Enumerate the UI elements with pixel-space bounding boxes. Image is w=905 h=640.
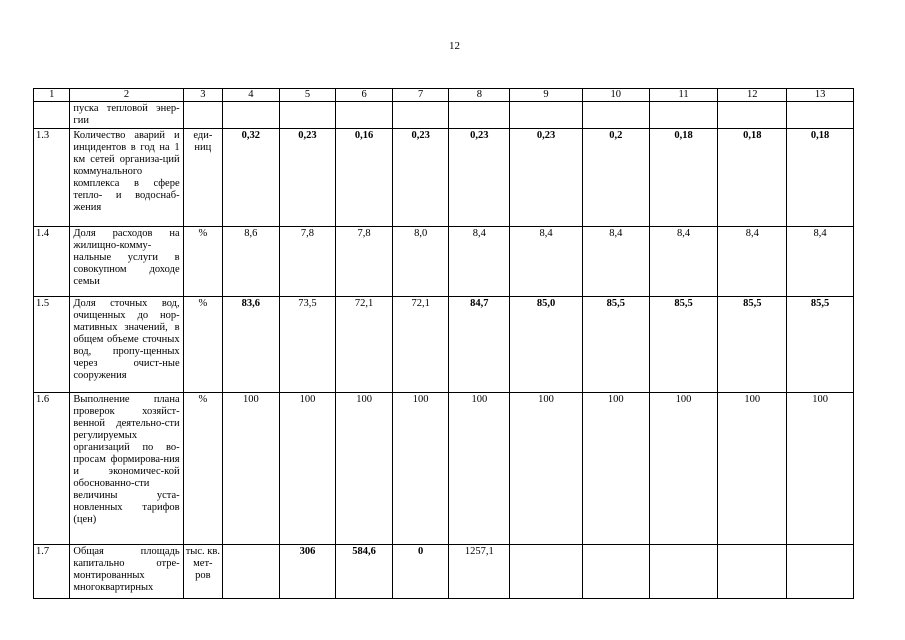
table-row	[34, 129, 854, 227]
value-cell: 100	[718, 393, 787, 545]
header-cell: 12	[718, 89, 787, 102]
value-cell	[510, 102, 583, 129]
row-number: 1.4	[34, 227, 70, 297]
header-cell: 8	[449, 89, 510, 102]
row-unit: еди-ниц	[183, 129, 222, 227]
row-unit: %	[183, 393, 222, 545]
value-cell: 85,5	[718, 297, 787, 393]
value-cell: 100	[392, 393, 449, 545]
row-unit: тыс. кв. мет-ров	[183, 545, 222, 599]
value-cell	[449, 102, 510, 129]
value-cell: 100	[449, 393, 510, 545]
value-cell: 100	[787, 393, 854, 545]
value-cell: 85,5	[582, 297, 649, 393]
value-cell	[582, 102, 649, 129]
value-cell: 0,18	[649, 129, 718, 227]
value-cell: 100	[582, 393, 649, 545]
value-cell: 0,23	[279, 129, 336, 227]
value-cell: 584,6	[336, 545, 393, 599]
row-description: Общая площадь капитально отре-монтированных многоквартирных	[70, 545, 183, 599]
row-unit: %	[183, 227, 222, 297]
value-cell	[718, 102, 787, 129]
table-row	[34, 545, 854, 599]
value-cell	[336, 102, 393, 129]
page-number: 12	[449, 40, 460, 52]
value-cell	[279, 102, 336, 129]
value-cell	[649, 102, 718, 129]
value-cell: 72,1	[336, 297, 393, 393]
value-cell: 100	[649, 393, 718, 545]
value-cell: 100	[510, 393, 583, 545]
row-description: Доля расходов на жилищно-комму-нальные услуги в совокупном доходе семьи	[70, 227, 183, 297]
value-cell	[223, 545, 280, 599]
header-cell: 1	[34, 89, 70, 102]
row-number	[34, 102, 70, 129]
table-row	[34, 297, 854, 393]
row-description: Доля сточных вод, очищенных до нор-мативных значений, в общем объеме сточных вод, пропу-щенных через очист-ные сооружения	[70, 297, 183, 393]
value-cell: 8,4	[582, 227, 649, 297]
value-cell: 306	[279, 545, 336, 599]
row-number: 1.6	[34, 393, 70, 545]
table-row	[34, 102, 854, 129]
table-row	[34, 227, 854, 297]
header-cell: 11	[649, 89, 718, 102]
row-number: 1.5	[34, 297, 70, 393]
value-cell: 0,32	[223, 129, 280, 227]
value-cell: 72,1	[392, 297, 449, 393]
value-cell: 0,23	[392, 129, 449, 227]
value-cell: 8,4	[449, 227, 510, 297]
header-cell: 4	[223, 89, 280, 102]
value-cell: 8,4	[787, 227, 854, 297]
value-cell: 0	[392, 545, 449, 599]
value-cell: 8,0	[392, 227, 449, 297]
value-cell: 8,6	[223, 227, 280, 297]
value-cell: 85,5	[649, 297, 718, 393]
value-cell	[649, 545, 718, 599]
value-cell: 8,4	[649, 227, 718, 297]
value-cell	[223, 102, 280, 129]
value-cell: 83,6	[223, 297, 280, 393]
value-cell	[510, 545, 583, 599]
value-cell: 8,4	[718, 227, 787, 297]
value-cell: 85,5	[787, 297, 854, 393]
value-cell	[787, 545, 854, 599]
value-cell: 0,23	[449, 129, 510, 227]
value-cell: 1257,1	[449, 545, 510, 599]
value-cell	[392, 102, 449, 129]
row-unit: %	[183, 297, 222, 393]
table-row	[34, 393, 854, 545]
value-cell: 84,7	[449, 297, 510, 393]
row-description: Количество аварий и инцидентов в год на 1 км сетей организа-ций коммунального комплекса в сфере тепло- и водоснаб-жения	[70, 129, 183, 227]
value-cell: 0,2	[582, 129, 649, 227]
header-cell: 9	[510, 89, 583, 102]
value-cell: 7,8	[336, 227, 393, 297]
value-cell: 100	[223, 393, 280, 545]
table-header-row	[34, 89, 854, 102]
value-cell: 0,18	[718, 129, 787, 227]
header-cell: 2	[70, 89, 183, 102]
row-number: 1.7	[34, 545, 70, 599]
header-cell: 7	[392, 89, 449, 102]
value-cell: 0,16	[336, 129, 393, 227]
header-cell: 3	[183, 89, 222, 102]
value-cell: 100	[279, 393, 336, 545]
value-cell	[582, 545, 649, 599]
value-cell	[718, 545, 787, 599]
value-cell	[787, 102, 854, 129]
value-cell: 7,8	[279, 227, 336, 297]
header-cell: 10	[582, 89, 649, 102]
indicators-table	[33, 88, 854, 599]
header-cell: 13	[787, 89, 854, 102]
value-cell: 100	[336, 393, 393, 545]
header-cell: 5	[279, 89, 336, 102]
value-cell: 8,4	[510, 227, 583, 297]
value-cell: 73,5	[279, 297, 336, 393]
row-description: пуска тепловой энер-гии	[70, 102, 183, 129]
row-description: Выполнение плана проверок хозяйст-венной деятельно-сти регулируемых организаций по во-просам формирова-ния и экономичес-кой обоснованно-сти величины уста-новленных тарифов (цен)	[70, 393, 183, 545]
header-cell: 6	[336, 89, 393, 102]
value-cell: 85,0	[510, 297, 583, 393]
row-unit	[183, 102, 222, 129]
value-cell: 0,18	[787, 129, 854, 227]
value-cell: 0,23	[510, 129, 583, 227]
row-number: 1.3	[34, 129, 70, 227]
